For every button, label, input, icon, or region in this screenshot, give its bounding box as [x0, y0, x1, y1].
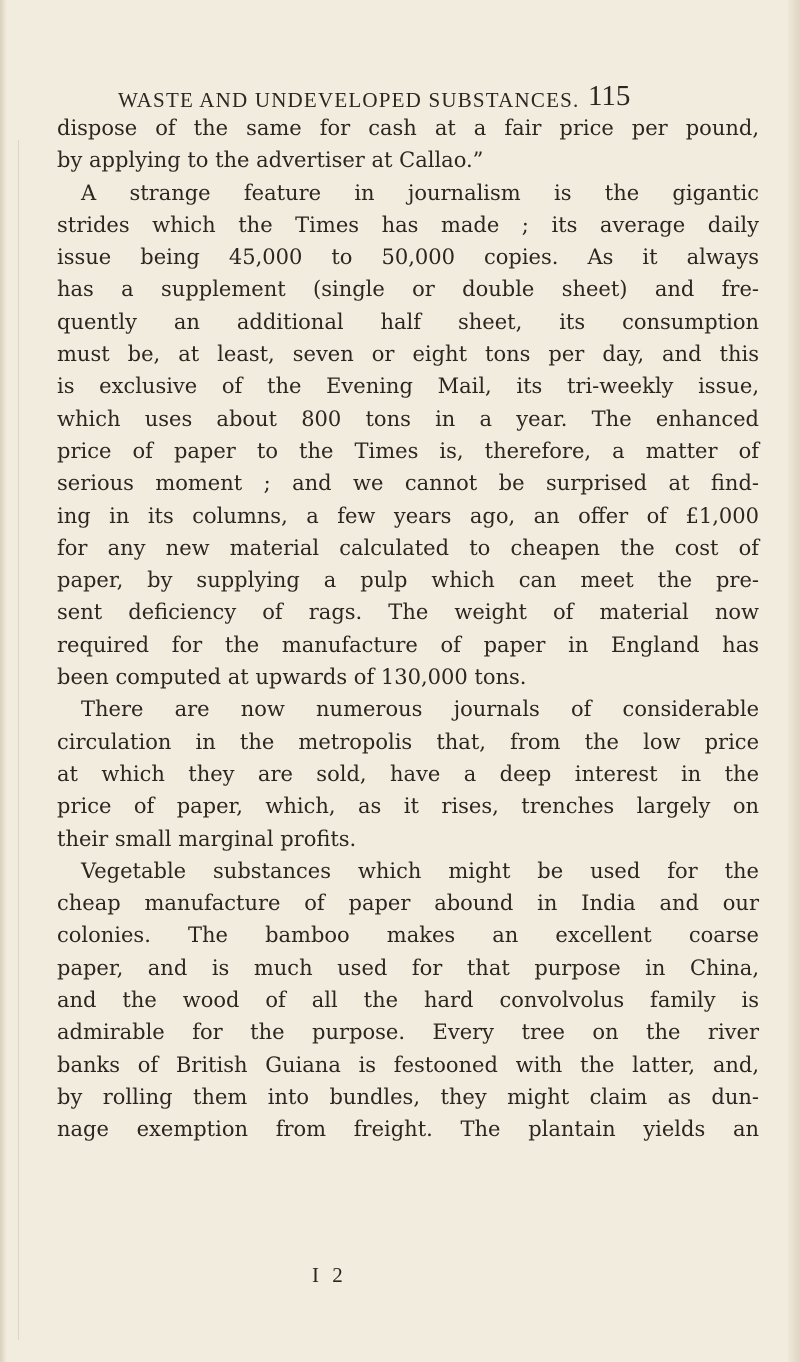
text-line-15: paper, by supplying a pulp which can meet the pre-	[57, 568, 759, 593]
page-edge-right	[788, 0, 800, 1362]
text-line-1: dispose of the same for cash at a fair price per pound,	[57, 116, 759, 140]
text-line-30: banks of British Guiana is festooned with the latter, and,	[57, 1052, 759, 1077]
text-line-14: for any new material calculated to cheapen the cost of	[57, 535, 759, 560]
text-line-16: sent deficiency of rags. The weight of material now	[57, 600, 759, 625]
text-line-17: required for the manufacture of paper in England has	[57, 632, 759, 657]
page-edge-left	[0, 0, 6, 1362]
text-line-24: Vegetable substances which might be used for the	[81, 858, 759, 883]
text-line-4: strides which the Times has made ; its average daily	[57, 212, 759, 237]
text-line-13: ing in its columns, a few years ago, an offer of £1,000	[57, 503, 759, 528]
text-line-25: cheap manufacture of paper abound in India and our	[57, 891, 759, 916]
text-line-31: by rolling them into bundles, they might claim as dun-	[57, 1084, 759, 1109]
text-line-18: been computed at upwards of 130,000 tons.	[57, 665, 527, 690]
text-line-26: colonies. The bamboo makes an excellent coarse	[57, 923, 759, 948]
text-line-29: admirable for the purpose. Every tree on the river	[57, 1020, 759, 1045]
signature-mark: I 2	[312, 1263, 347, 1287]
text-line-8: must be, at least, seven or eight tons per day, and this	[57, 342, 759, 367]
text-line-3: A strange feature in journalism is the gigantic	[81, 180, 759, 205]
text-line-28: and the wood of all the hard convolvolus family is	[57, 988, 759, 1013]
text-line-32: nage exemption from freight. The plantain yields an	[57, 1117, 759, 1142]
text-line-9: is exclusive of the Evening Mail, its tri-weekly issue,	[57, 374, 759, 399]
page-number: 115	[588, 80, 631, 112]
body-text	[57, 112, 759, 1146]
gutter-shadow	[18, 140, 19, 1340]
text-line-27: paper, and is much used for that purpose in China,	[57, 955, 759, 980]
running-title: WASTE AND UNDEVELOPED SUBSTANCES.	[118, 88, 580, 112]
text-line-21: at which they are sold, have a deep interest in the	[57, 761, 759, 786]
text-line-23: their small marginal profits.	[57, 826, 357, 851]
text-line-10: which uses about 800 tons in a year. The enhanced	[57, 406, 759, 431]
text-line-12: serious moment ; and we cannot be surprised at find-	[57, 471, 759, 496]
text-line-11: price of paper to the Times is, therefore, a matter of	[57, 438, 759, 463]
text-line-5: issue being 45,000 to 50,000 copies. As it always	[57, 245, 759, 270]
text-line-7: quently an additional half sheet, its consumption	[57, 309, 759, 334]
text-line-20: circulation in the metropolis that, from the low price	[57, 729, 759, 754]
text-line-2: by applying to the advertiser at Callao.”	[57, 148, 484, 173]
text-line-6: has a supplement (single or double sheet) and fre-	[57, 277, 759, 302]
text-line-22: price of paper, which, as it rises, trenches largely on	[57, 794, 759, 819]
text-line-19: There are now numerous journals of considerable	[81, 697, 759, 722]
